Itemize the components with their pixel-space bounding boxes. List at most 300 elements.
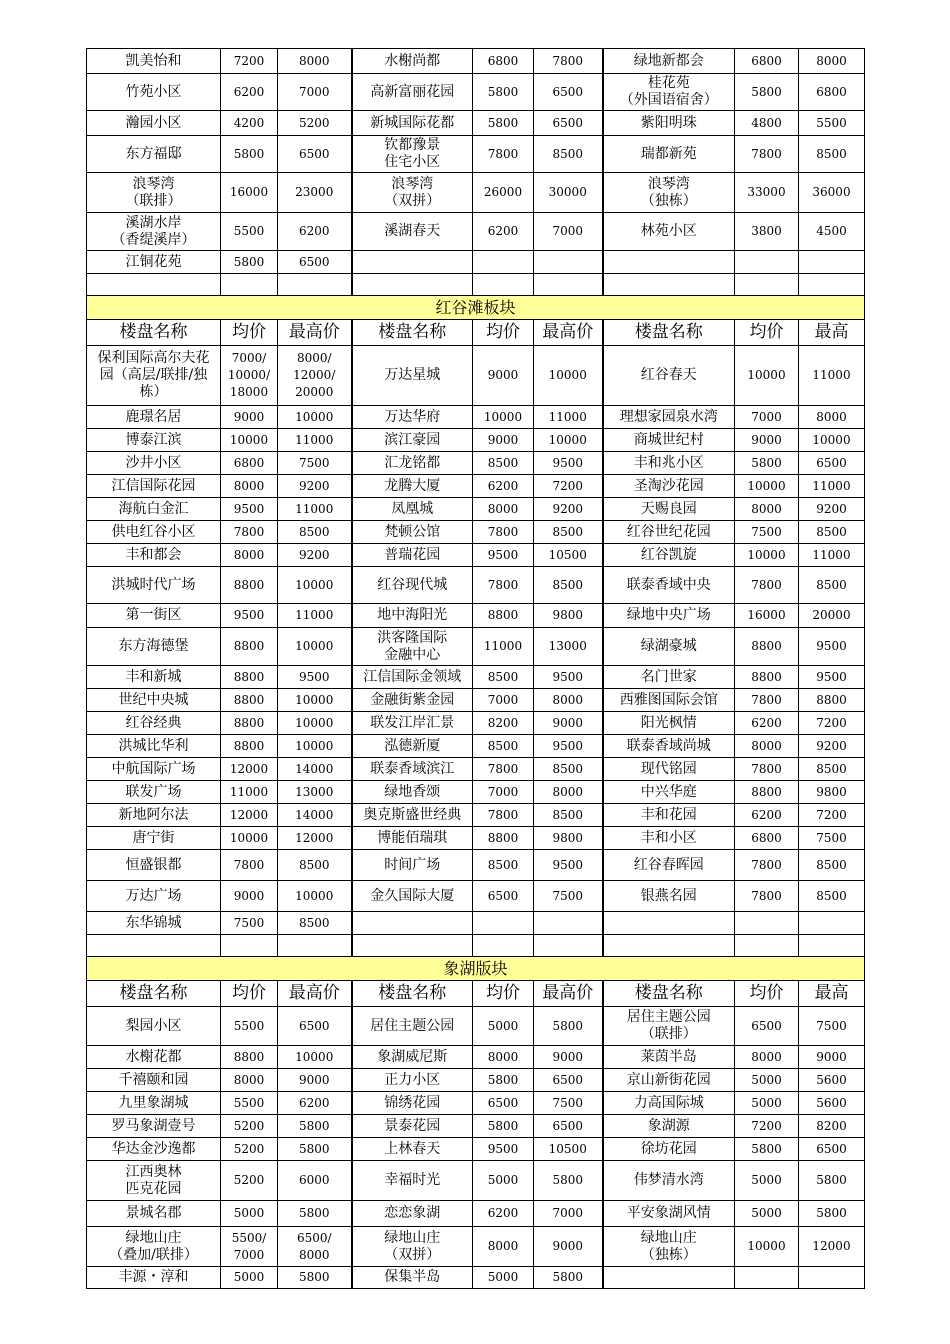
property-name-cell: 滨江豪园 (352, 429, 473, 452)
price-cell: 5800 (221, 251, 278, 274)
property-name-cell: 丰和兆小区 (603, 452, 735, 475)
price-cell (473, 935, 534, 957)
property-name-cell: 金融街紫金园 (352, 689, 473, 712)
price-cell: 6200 (735, 712, 799, 735)
price-cell: 11000 (534, 406, 603, 429)
property-name-cell: 林苑小区 (603, 213, 735, 251)
property-name-cell: 东华锦城 (87, 912, 221, 935)
price-cell: 6500 (278, 251, 352, 274)
property-name-cell: 竹苑小区 (87, 74, 221, 111)
property-name-cell: 东方海德堡 (87, 628, 221, 666)
property-name-cell: 联发广场 (87, 781, 221, 804)
column-header: 楼盘名称 (603, 320, 735, 346)
property-name-cell (603, 1267, 735, 1289)
price-cell: 8500 (799, 758, 865, 781)
price-cell: 12000 (221, 804, 278, 827)
price-cell: 5000 (735, 1092, 799, 1115)
price-cell: 7800 (534, 49, 603, 74)
price-cell: 10000 (735, 475, 799, 498)
property-name-cell: 丰源・淳和 (87, 1267, 221, 1289)
property-name-cell: 西雅图国际会馆 (603, 689, 735, 712)
property-name-cell: 红谷现代城 (352, 567, 473, 604)
price-cell: 7800 (735, 758, 799, 781)
property-name-cell: 第一街区 (87, 604, 221, 628)
price-cell: 8500 (799, 881, 865, 912)
price-cell (735, 274, 799, 296)
table-row (87, 49, 865, 74)
price-cell: 5800 (473, 1069, 534, 1092)
price-cell: 9800 (534, 604, 603, 628)
price-cell: 8000 (799, 406, 865, 429)
property-name-cell: 名门世家 (603, 666, 735, 689)
price-cell: 10000 (473, 406, 534, 429)
price-cell (221, 935, 278, 957)
price-cell: 10500 (534, 1138, 603, 1161)
price-cell: 10500 (534, 544, 603, 567)
property-name-cell: 世纪中央城 (87, 689, 221, 712)
price-cell: 9200 (278, 544, 352, 567)
property-name-cell: 红谷经典 (87, 712, 221, 735)
price-cell: 3800 (735, 213, 799, 251)
property-name-cell: 溪湖水岸 （香缇溪岸） (87, 213, 221, 251)
property-name-cell: 居住主题公园 （联排） (603, 1007, 735, 1046)
table-row (87, 544, 865, 567)
table-row (87, 1161, 865, 1201)
price-cell: 7000 (735, 406, 799, 429)
table-row (87, 406, 865, 429)
property-name-cell: 保集半岛 (352, 1267, 473, 1289)
price-cell: 5000 (473, 1267, 534, 1289)
column-header: 最高 (799, 320, 865, 346)
table-row (87, 346, 865, 406)
column-header: 最高 (799, 981, 865, 1007)
price-cell: 8800 (221, 628, 278, 666)
property-name-cell: 江信国际花园 (87, 475, 221, 498)
price-cell: 10000 (534, 429, 603, 452)
price-cell: 6200 (278, 213, 352, 251)
table-row (87, 735, 865, 758)
property-name-cell: 中航国际广场 (87, 758, 221, 781)
property-name-cell: 红谷凯旋 (603, 544, 735, 567)
price-cell: 5800 (473, 111, 534, 136)
property-name-cell: 江铜花苑 (87, 251, 221, 274)
price-cell (799, 251, 865, 274)
property-name-cell: 保利国际高尔夫花 园（高层/联排/独 栋） (87, 346, 221, 406)
table-row (87, 628, 865, 666)
price-cell: 7800 (473, 136, 534, 173)
price-cell: 8500 (799, 850, 865, 881)
price-cell: 9000 (473, 429, 534, 452)
section-title-row (87, 957, 865, 981)
price-cell: 8500 (473, 452, 534, 475)
property-name-cell (352, 935, 473, 957)
price-cell: 5800 (278, 1201, 352, 1227)
price-cell (735, 912, 799, 935)
price-cell: 36000 (799, 173, 865, 213)
table-row (87, 804, 865, 827)
price-cell: 7200 (799, 712, 865, 735)
price-cell: 6500 (534, 1115, 603, 1138)
price-cell: 33000 (735, 173, 799, 213)
price-cell: 16000 (735, 604, 799, 628)
property-name-cell: 丰和小区 (603, 827, 735, 850)
price-cell: 8000 (278, 49, 352, 74)
price-cell: 8500 (534, 758, 603, 781)
property-name-cell: 华达金沙逸都 (87, 1138, 221, 1161)
property-name-cell: 象湖威尼斯 (352, 1046, 473, 1069)
property-name-cell (87, 274, 221, 296)
property-name-cell: 普瑞花园 (352, 544, 473, 567)
section-title: 象湖版块 (87, 957, 865, 981)
property-name-cell: 凤凰城 (352, 498, 473, 521)
price-cell: 20000 (799, 604, 865, 628)
price-cell: 7500 (534, 881, 603, 912)
price-cell: 8000 (735, 498, 799, 521)
price-cell: 9500 (799, 666, 865, 689)
price-cell: 4800 (735, 111, 799, 136)
table-row (87, 567, 865, 604)
price-cell: 5200 (221, 1115, 278, 1138)
price-cell (735, 935, 799, 957)
table-row (87, 1227, 865, 1267)
property-name-cell: 汇龙铭都 (352, 452, 473, 475)
property-name-cell: 绿地山庄 （双拼） (352, 1227, 473, 1267)
price-cell (534, 935, 603, 957)
price-cell: 9000 (221, 881, 278, 912)
property-name-cell: 桂花苑 （外国语宿舍） (603, 74, 735, 111)
price-cell (278, 274, 352, 296)
price-cell: 30000 (534, 173, 603, 213)
price-cell: 8500 (799, 567, 865, 604)
table-row (87, 452, 865, 475)
price-cell: 7800 (473, 804, 534, 827)
price-cell: 5500 (799, 111, 865, 136)
property-name-cell: 徐坊花园 (603, 1138, 735, 1161)
price-cell: 6800 (221, 452, 278, 475)
price-cell: 10000 (735, 346, 799, 406)
price-cell: 5600 (799, 1092, 865, 1115)
price-cell: 10000 (221, 827, 278, 850)
property-name-cell: 梵顿公馆 (352, 521, 473, 544)
price-cell: 8800 (221, 666, 278, 689)
property-name-cell: 浪琴湾 （双拼） (352, 173, 473, 213)
price-cell: 6500 (473, 1092, 534, 1115)
price-cell: 4200 (221, 111, 278, 136)
price-cell: 5000 (735, 1201, 799, 1227)
price-cell: 23000 (278, 173, 352, 213)
property-name-cell: 地中海阳光 (352, 604, 473, 628)
price-cell: 7200 (735, 1115, 799, 1138)
price-cell: 7000 (534, 213, 603, 251)
property-name-cell (352, 251, 473, 274)
property-name-cell: 恋恋象湖 (352, 1201, 473, 1227)
price-cell: 5800 (735, 74, 799, 111)
price-cell (799, 912, 865, 935)
price-cell: 12000 (278, 827, 352, 850)
price-cell: 6800 (473, 49, 534, 74)
table-row (87, 251, 865, 274)
property-name-cell (603, 912, 735, 935)
price-cell: 6500 (534, 111, 603, 136)
column-header: 最高价 (278, 981, 352, 1007)
property-name-cell: 溪湖春天 (352, 213, 473, 251)
price-cell (799, 1267, 865, 1289)
property-name-cell: 红谷世纪花园 (603, 521, 735, 544)
property-name-cell: 京山新街花园 (603, 1069, 735, 1092)
price-cell: 12000 (221, 758, 278, 781)
property-name-cell: 丰和花园 (603, 804, 735, 827)
price-cell: 6200 (473, 1201, 534, 1227)
property-name-cell: 瀚园小区 (87, 111, 221, 136)
property-name-cell: 供电红谷小区 (87, 521, 221, 544)
price-cell: 5800 (735, 452, 799, 475)
price-cell: 7800 (473, 567, 534, 604)
price-cell: 7500 (799, 1007, 865, 1046)
price-cell: 8500 (799, 521, 865, 544)
price-cell: 9000 (534, 712, 603, 735)
property-name-cell: 红谷春天 (603, 346, 735, 406)
price-cell: 6500 (278, 1007, 352, 1046)
property-name-cell (87, 935, 221, 957)
price-cell: 8500 (278, 850, 352, 881)
property-name-cell: 金久国际大厦 (352, 881, 473, 912)
table-row (87, 1138, 865, 1161)
price-cell: 5000 (221, 1267, 278, 1289)
price-cell: 10000 (278, 1046, 352, 1069)
price-cell: 6500 (799, 1138, 865, 1161)
property-name-cell: 江信国际金领域 (352, 666, 473, 689)
price-cell: 5800 (799, 1201, 865, 1227)
property-name-cell: 洪城比华利 (87, 735, 221, 758)
price-cell: 6200 (278, 1092, 352, 1115)
section-title-row (87, 296, 865, 320)
property-name-cell: 锦绣花园 (352, 1092, 473, 1115)
table-row (87, 781, 865, 804)
property-name-cell: 瑞都新苑 (603, 136, 735, 173)
price-cell: 14000 (278, 758, 352, 781)
price-cell: 9500 (534, 735, 603, 758)
price-cell: 5800 (534, 1267, 603, 1289)
property-name-cell: 梨园小区 (87, 1007, 221, 1046)
price-cell: 7000 (534, 1201, 603, 1227)
price-cell: 9500 (473, 1138, 534, 1161)
price-cell: 5000 (473, 1007, 534, 1046)
price-cell: 8000 (221, 544, 278, 567)
price-cell: 10000 (278, 881, 352, 912)
table-row (87, 213, 865, 251)
property-name-cell: 龙腾大厦 (352, 475, 473, 498)
price-cell: 8200 (799, 1115, 865, 1138)
price-cell (799, 274, 865, 296)
price-cell: 9000 (735, 429, 799, 452)
property-name-cell: 沙井小区 (87, 452, 221, 475)
price-cell: 10000 (735, 1227, 799, 1267)
price-cell: 7500 (735, 521, 799, 544)
price-cell: 7500 (221, 912, 278, 935)
price-cell: 5800 (534, 1161, 603, 1201)
price-cell: 10000 (735, 544, 799, 567)
price-cell: 11000 (473, 628, 534, 666)
price-cell: 6000 (278, 1161, 352, 1201)
table-row (87, 712, 865, 735)
price-cell: 6500 (534, 74, 603, 111)
column-header: 楼盘名称 (352, 320, 473, 346)
price-cell: 5500/ 7000 (221, 1227, 278, 1267)
table-row (87, 604, 865, 628)
property-name-cell: 泓德新厦 (352, 735, 473, 758)
property-name-cell: 浪琴湾 （独栋） (603, 173, 735, 213)
price-cell: 7800 (735, 567, 799, 604)
property-name-cell: 江西奥林 匹克花园 (87, 1161, 221, 1201)
price-cell: 8000 (473, 1227, 534, 1267)
property-name-cell: 唐宁街 (87, 827, 221, 850)
price-cell: 6200 (735, 804, 799, 827)
price-cell: 8800 (221, 735, 278, 758)
property-name-cell: 联发江岸汇景 (352, 712, 473, 735)
price-cell: 7200 (799, 804, 865, 827)
price-cell: 8000 (735, 735, 799, 758)
price-cell: 9500 (221, 604, 278, 628)
price-cell: 5800 (278, 1138, 352, 1161)
price-cell (735, 251, 799, 274)
table-row (87, 1092, 865, 1115)
price-cell: 7800 (473, 758, 534, 781)
price-cell: 7800 (735, 850, 799, 881)
property-name-cell: 博能佰瑞琪 (352, 827, 473, 850)
price-cell: 7000 (278, 74, 352, 111)
price-cell: 5500 (221, 1007, 278, 1046)
price-cell: 6500 (735, 1007, 799, 1046)
price-cell: 8800 (473, 604, 534, 628)
price-cell: 8800 (221, 689, 278, 712)
price-cell: 11000 (799, 475, 865, 498)
property-name-cell: 绿地香颂 (352, 781, 473, 804)
price-cell: 7500 (278, 452, 352, 475)
price-cell: 8500 (473, 735, 534, 758)
price-cell: 10000 (534, 346, 603, 406)
price-cell (534, 274, 603, 296)
price-cell (473, 274, 534, 296)
price-cell: 11000 (221, 781, 278, 804)
table-row (87, 912, 865, 935)
property-name-cell: 上林春天 (352, 1138, 473, 1161)
price-cell: 8500 (473, 666, 534, 689)
column-header: 楼盘名称 (87, 981, 221, 1007)
column-header: 均价 (221, 320, 278, 346)
property-name-cell: 千禧颐和园 (87, 1069, 221, 1092)
price-cell: 10000 (278, 689, 352, 712)
price-cell: 7500 (534, 1092, 603, 1115)
price-cell: 8500 (534, 136, 603, 173)
property-name-cell: 高新富丽花园 (352, 74, 473, 111)
price-cell: 7800 (735, 881, 799, 912)
price-cell: 5200 (221, 1138, 278, 1161)
price-cell: 8000/ 12000/ 20000 (278, 346, 352, 406)
price-cell: 8500 (278, 912, 352, 935)
property-name-cell: 东方福邸 (87, 136, 221, 173)
price-cell: 5000 (473, 1161, 534, 1201)
property-name-cell: 联泰香域中央 (603, 567, 735, 604)
price-cell (534, 251, 603, 274)
price-cell: 5800 (278, 1267, 352, 1289)
price-cell: 9000 (278, 1069, 352, 1092)
property-name-cell: 联泰香域滨江 (352, 758, 473, 781)
property-name-cell: 万达广场 (87, 881, 221, 912)
property-name-cell: 红谷春晖园 (603, 850, 735, 881)
price-cell: 9500 (473, 544, 534, 567)
price-cell: 8800 (799, 689, 865, 712)
price-cell: 9000 (534, 1227, 603, 1267)
price-cell: 8800 (221, 712, 278, 735)
table-row (87, 666, 865, 689)
price-cell: 8000 (221, 1069, 278, 1092)
column-header-row (87, 981, 865, 1007)
table-row (87, 1201, 865, 1227)
price-cell: 5800 (735, 1138, 799, 1161)
price-cell (221, 274, 278, 296)
column-header: 楼盘名称 (352, 981, 473, 1007)
price-cell: 8200 (473, 712, 534, 735)
price-cell: 7800 (735, 689, 799, 712)
table-row (87, 1069, 865, 1092)
property-name-cell: 洪客隆国际 金融中心 (352, 628, 473, 666)
price-cell: 9500 (534, 850, 603, 881)
price-cell: 8000 (221, 475, 278, 498)
price-cell: 5800 (221, 136, 278, 173)
table-row (87, 935, 865, 957)
column-header: 均价 (735, 981, 799, 1007)
property-name-cell: 丰和新城 (87, 666, 221, 689)
price-cell: 5800 (534, 1007, 603, 1046)
price-cell: 8000 (735, 1046, 799, 1069)
property-name-cell: 天赐良园 (603, 498, 735, 521)
property-name-cell: 绿地山庄 （独栋） (603, 1227, 735, 1267)
price-cell: 8500 (534, 567, 603, 604)
price-cell: 10000 (278, 712, 352, 735)
property-name-cell: 象湖源 (603, 1115, 735, 1138)
property-name-cell: 水榭尚都 (352, 49, 473, 74)
column-header: 均价 (473, 981, 534, 1007)
price-cell: 8000 (473, 498, 534, 521)
property-name-cell (352, 274, 473, 296)
property-name-cell: 居住主题公园 (352, 1007, 473, 1046)
property-name-cell: 理想家园泉水湾 (603, 406, 735, 429)
property-name-cell: 绿地山庄 （叠加/联排） (87, 1227, 221, 1267)
property-name-cell (352, 912, 473, 935)
price-cell (534, 912, 603, 935)
price-cell (278, 935, 352, 957)
table-row (87, 475, 865, 498)
property-name-cell: 平安象湖风情 (603, 1201, 735, 1227)
price-cell: 10000 (278, 406, 352, 429)
price-cell: 13000 (278, 781, 352, 804)
property-name-cell: 鹿璟名居 (87, 406, 221, 429)
property-name-cell: 阳光枫情 (603, 712, 735, 735)
price-cell: 5000 (221, 1201, 278, 1227)
price-cell: 16000 (221, 173, 278, 213)
price-cell: 9000 (221, 406, 278, 429)
price-cell: 5200 (278, 111, 352, 136)
price-cell: 8800 (735, 628, 799, 666)
price-cell: 5800 (278, 1115, 352, 1138)
price-cell: 8500 (534, 804, 603, 827)
price-cell: 9200 (534, 498, 603, 521)
property-name-cell: 幸福时光 (352, 1161, 473, 1201)
price-cell: 11000 (278, 498, 352, 521)
table-row (87, 74, 865, 111)
price-cell (473, 912, 534, 935)
column-header-row (87, 320, 865, 346)
